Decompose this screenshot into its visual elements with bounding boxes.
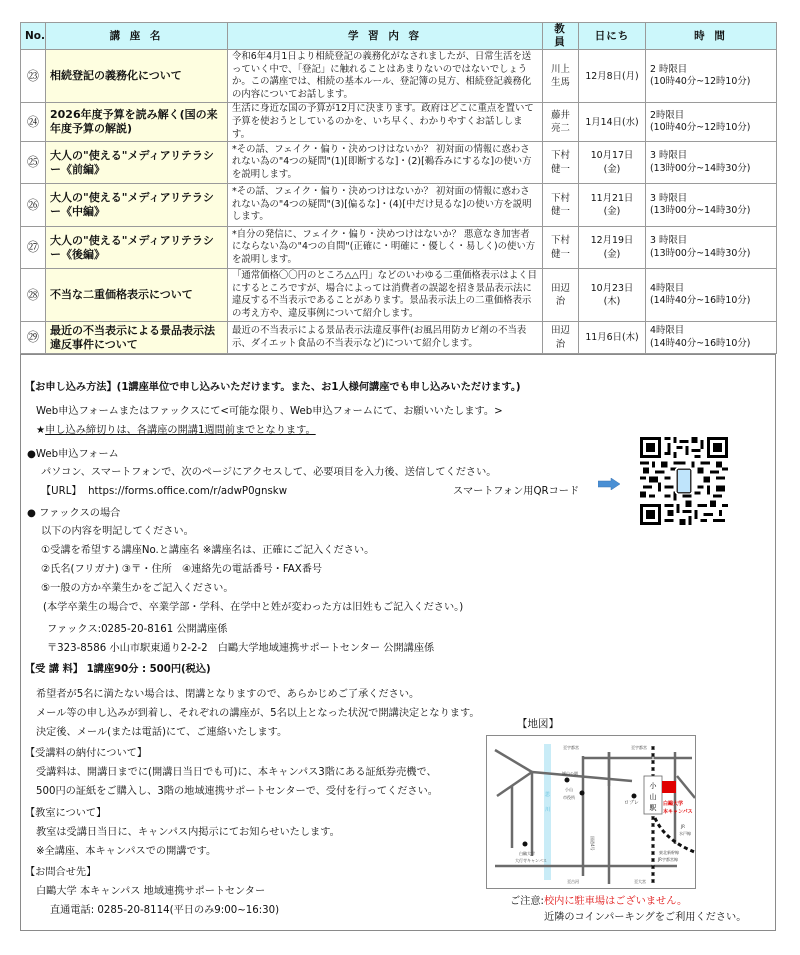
time-range: (13時00分~14時30分) (650, 205, 751, 217)
course-date: 10月23日(木) (579, 269, 646, 322)
star-icon: ★ (36, 425, 46, 436)
course-no: ㉕ (21, 142, 46, 184)
course-name: 相続登記の義務化について (46, 50, 228, 103)
svg-text:本キャンパス: 本キャンパス (663, 809, 693, 815)
svg-text:大行寺キャンパス: 大行寺キャンパス (515, 858, 547, 863)
course-date: 1月14日(水) (579, 103, 646, 142)
course-content: *その話、フェイク・偏り・決めつけはないか？ 初対面の情報に惑わされない為の"4つの疑問"(3)[偏るな]・(4)[中だけ見るな]の使い方を説明します。 (228, 184, 543, 227)
url-label: 【URL】 (41, 486, 82, 497)
header-no: No. (21, 23, 46, 50)
svg-text:小山: 小山 (565, 787, 573, 792)
header-content: 学 習 内 容 (228, 23, 543, 50)
header-date: 日にち (579, 23, 646, 50)
header-teacher: 教 員 (543, 23, 579, 50)
fax-title: ● ファックスの場合 (27, 508, 121, 519)
course-time (646, 184, 777, 227)
course-date: 11月6日(木) (579, 322, 646, 354)
course-date: 10月17日(金) (579, 142, 646, 184)
map-title: 【地図】 (517, 718, 559, 730)
svg-text:東北新幹線: 東北新幹線 (659, 850, 679, 855)
fax-number: ファックス:0285-20-8161 公開講座係 (47, 624, 228, 635)
svg-text:国道4号: 国道4号 (590, 836, 595, 851)
application-info-box (20, 354, 776, 931)
header-time: 時 間 (646, 23, 777, 50)
course-name: 大人の"使える"メディアリテラシー《後編》 (46, 227, 228, 269)
parking-notice (510, 892, 687, 907)
course-no: ㉗ (21, 227, 46, 269)
qr-label: スマートフォン用QRコード (453, 486, 580, 497)
form-url-link[interactable]: https://forms.office.com/r/adwP0gnskw (88, 486, 288, 497)
deadline-note (36, 421, 316, 436)
deadline-text: 申し込み締切りは、各講座の開講1週間前までとなります。 (45, 425, 316, 436)
fax-item-3-note: (本学卒業生の場合で、卒業学部・学科、在学中と姓が変わった方は旧姓もご記入ください。) (43, 602, 464, 613)
svg-text:川: 川 (544, 807, 551, 813)
svg-text:至宇都宮: 至宇都宮 (631, 745, 647, 750)
svg-text:城山公園: 城山公園 (562, 771, 578, 776)
course-teacher: 田辺 治 (543, 322, 579, 354)
web-or-fax-note: Web申込フォームまたはファックスにて<可能な限り、Web申込フォームにて、お願いいたします。> (36, 406, 503, 417)
smartphone-icon (677, 469, 691, 493)
course-teacher: 藤井 亮二 (543, 103, 579, 142)
table-row (21, 184, 777, 227)
svg-text:山: 山 (649, 793, 657, 801)
payment-line-1: 受講料は、開講日までに(開講日当日でも可)に、本キャンパス3階にある証紙券売機で、 (36, 767, 437, 778)
svg-text:JR宇都宮線: JR宇都宮線 (658, 857, 678, 862)
svg-text:思: 思 (544, 792, 551, 798)
roads (495, 750, 695, 884)
course-no: ㉘ (21, 269, 46, 322)
course-no: ㉖ (21, 184, 46, 227)
course-content: *その話、フェイク・偏り・決めつけはないか？ 初対面の情報に惑わされない為の"4つの疑問"(1)[即断するな]・(2)[鵜呑みにするな]の使い方を説明します。 (228, 142, 543, 184)
fax-intro: 以下の内容を明記してください。 (41, 526, 194, 537)
access-map (486, 735, 696, 889)
course-content: 最近の不当表示による景品表示法違反事件(お風呂用防カビ剤の不当表示、ダイエット食品の不当表示など)について紹介します。 (228, 322, 543, 354)
contact-phone: 直通電話: 0285-20-8114(平日のみ9:00~16:30) (50, 905, 280, 916)
svg-text:小: 小 (649, 782, 657, 790)
course-no: ㉔ (21, 103, 46, 142)
notice-prefix: ご注意: (510, 896, 544, 907)
web-form-instruction: パソコン、スマートフォンで、次のページにアクセスして、必要項目を入力後、送信してください。 (41, 467, 497, 478)
course-time (646, 142, 777, 184)
svg-text:至古河: 至古河 (567, 879, 579, 884)
time-period: 3 時限目 (650, 235, 688, 247)
course-time (646, 50, 777, 103)
course-time (646, 227, 777, 269)
fee-heading: 【受 講 料】 1講座90分 : 500円(税込) (25, 664, 211, 675)
course-no: ㉙ (21, 322, 46, 354)
course-time (646, 322, 777, 354)
table-row (21, 227, 777, 269)
time-period: 4時限目 (650, 282, 685, 294)
svg-text:JR: JR (681, 824, 685, 829)
time-period: 3 時限目 (650, 150, 688, 162)
fee-line-3: 決定後、メール(または電話)にて、ご連絡いたします。 (36, 727, 288, 738)
time-range: (10時40分~12時10分) (650, 122, 751, 134)
time-range: (13時00分~14時30分) (650, 247, 751, 259)
course-teacher: 田辺 治 (543, 269, 579, 322)
time-range: (10時40分~12時10分) (650, 76, 751, 88)
table-row (21, 142, 777, 184)
svg-text:駅: 駅 (649, 804, 657, 812)
svg-text:白鷗大学: 白鷗大学 (519, 851, 535, 856)
notice-warning: 校内に駐車場はございません。 (544, 896, 688, 907)
table-row (21, 50, 777, 103)
main-campus-marker (662, 781, 676, 793)
web-form-title: ●Web申込フォーム (27, 449, 119, 460)
classroom-heading: 【教室について】 (25, 808, 107, 819)
svg-text:白鷗大学: 白鷗大学 (663, 801, 684, 807)
payment-line-2: 500円の証紙をご購入し、3階の地域連携サポートセンターで、受付を行ってください。 (36, 786, 438, 797)
course-time (646, 103, 777, 142)
fee-line-2: メール等の申し込みが到着し、それぞれの講座が、5名以上となった状況で開講決定となります。 (36, 708, 480, 719)
course-content: 生活に身近な国の予算が12月に決まります。政府はどこに重点を置いて予算を使おうとしているのかを、いち早く、わかりやすくお話しします。 (228, 103, 543, 142)
svg-text:水戸線: 水戸線 (679, 831, 691, 836)
time-period: 4時限目 (650, 325, 685, 337)
course-date: 11月21日(金) (579, 184, 646, 227)
course-teacher: 下村 健一 (543, 142, 579, 184)
time-period: 2 時限目 (650, 63, 688, 75)
map-graphic (487, 736, 695, 888)
fax-item-2: ②氏名(フリガナ) ③〒・住所 ④連絡先の電話番号・FAX番号 (41, 564, 323, 575)
fee-line-1: 希望者が5名に満たない場合は、閉講となりますので、あらかじめご了承ください。 (36, 689, 420, 700)
course-teacher: 下村 健一 (543, 184, 579, 227)
web-form-url-row (41, 482, 287, 497)
classroom-line-2: ※全講座、本キャンパスでの開講です。 (36, 846, 217, 857)
classroom-line-1: 教室は受講日当日に、キャンパス内掲示にてお知らせいたします。 (36, 827, 340, 838)
table-row (21, 322, 777, 354)
fax-item-1: ①受講を希望する講座No.と講座名 ※講座名は、正確にご記入ください。 (41, 545, 375, 556)
time-range: (13時00分~14時30分) (650, 162, 751, 174)
table-row (21, 269, 777, 322)
time-period: 2時限目 (650, 109, 685, 121)
svg-text:至宇都宮: 至宇都宮 (563, 745, 579, 750)
time-range: (14時40分~16時10分) (650, 337, 751, 349)
svg-text:市役所: 市役所 (563, 795, 575, 800)
notice-advice: 近隣のコインパーキングをご利用ください。 (544, 912, 747, 923)
fax-item-3: ⑤一般の方か卒業生かをご記入ください。 (41, 583, 234, 594)
course-name: 2026年度予算を読み解く(国の来年度予算の解説) (46, 103, 228, 142)
table-header-row (21, 23, 777, 50)
course-date: 12月19日(金) (579, 227, 646, 269)
course-name: 大人の"使える"メディアリテラシー《前編》 (46, 142, 228, 184)
course-content: 令和6年4月1日より相続登記の義務化がなされましたが、日常生活を送っていく中で、「登記」に触れることはあまりないのではないでしょうか。この講座では、相続の基本ルール、登記簿の見方、相続登記義務化の内容についてお話します。 (228, 50, 543, 103)
contact-line-1: 白鷗大学 本キャンパス 地域連携サポートセンター (36, 886, 266, 897)
payment-heading: 【受講料の納付について】 (25, 748, 148, 759)
course-table (20, 22, 777, 354)
fax-address: 〒323-8586 小山市駅東通り2-2-2 白鷗大学地域連携サポートセンター 公開講座係 (47, 643, 435, 654)
time-range: (14時40分~16時10分) (650, 295, 751, 307)
course-name: 不当な二重価格表示について (46, 269, 228, 322)
svg-text:至大宮: 至大宮 (634, 879, 646, 884)
course-name: 大人の"使える"メディアリテラシー《中編》 (46, 184, 228, 227)
course-teacher: 下村 健一 (543, 227, 579, 269)
course-time (646, 269, 777, 322)
time-period: 3 時限目 (650, 192, 688, 204)
course-no: ㉓ (21, 50, 46, 103)
contact-heading: 【お問合せ先】 (25, 867, 97, 878)
table-row (21, 103, 777, 142)
course-content: 「通常価格〇〇円のところ△△円」などのいわゆる二重価格表示はよく目にするところですが、場合によっては消費者の誤認を招き景品表示法に違反する不当表示であることがあります。景品表示法上の二重価格表示の考え方や、違反事例について紹介します。 (228, 269, 543, 322)
svg-text:ロブレ: ロブレ (624, 800, 639, 806)
course-name: 最近の不当表示による景品表示法違反事件について (46, 322, 228, 354)
course-content: *自分の発信に、フェイク・偏り・決めつけはないか？ 悪意なき加害者にならない為の"4つの自問"(正確に・明確に・優しく・易しく)の使い方を説明します。 (228, 227, 543, 269)
right-arrow-icon (598, 478, 620, 490)
application-heading: 【お申し込み方法】(1講座単位で申し込みいただけます。また、お1人様何講座でも申し込みいただけます。) (25, 382, 521, 393)
qr-code-image[interactable] (638, 437, 730, 525)
course-date: 12月8日(月) (579, 50, 646, 103)
header-name: 講 座 名 (46, 23, 228, 50)
course-teacher: 川上 生馬 (543, 50, 579, 103)
